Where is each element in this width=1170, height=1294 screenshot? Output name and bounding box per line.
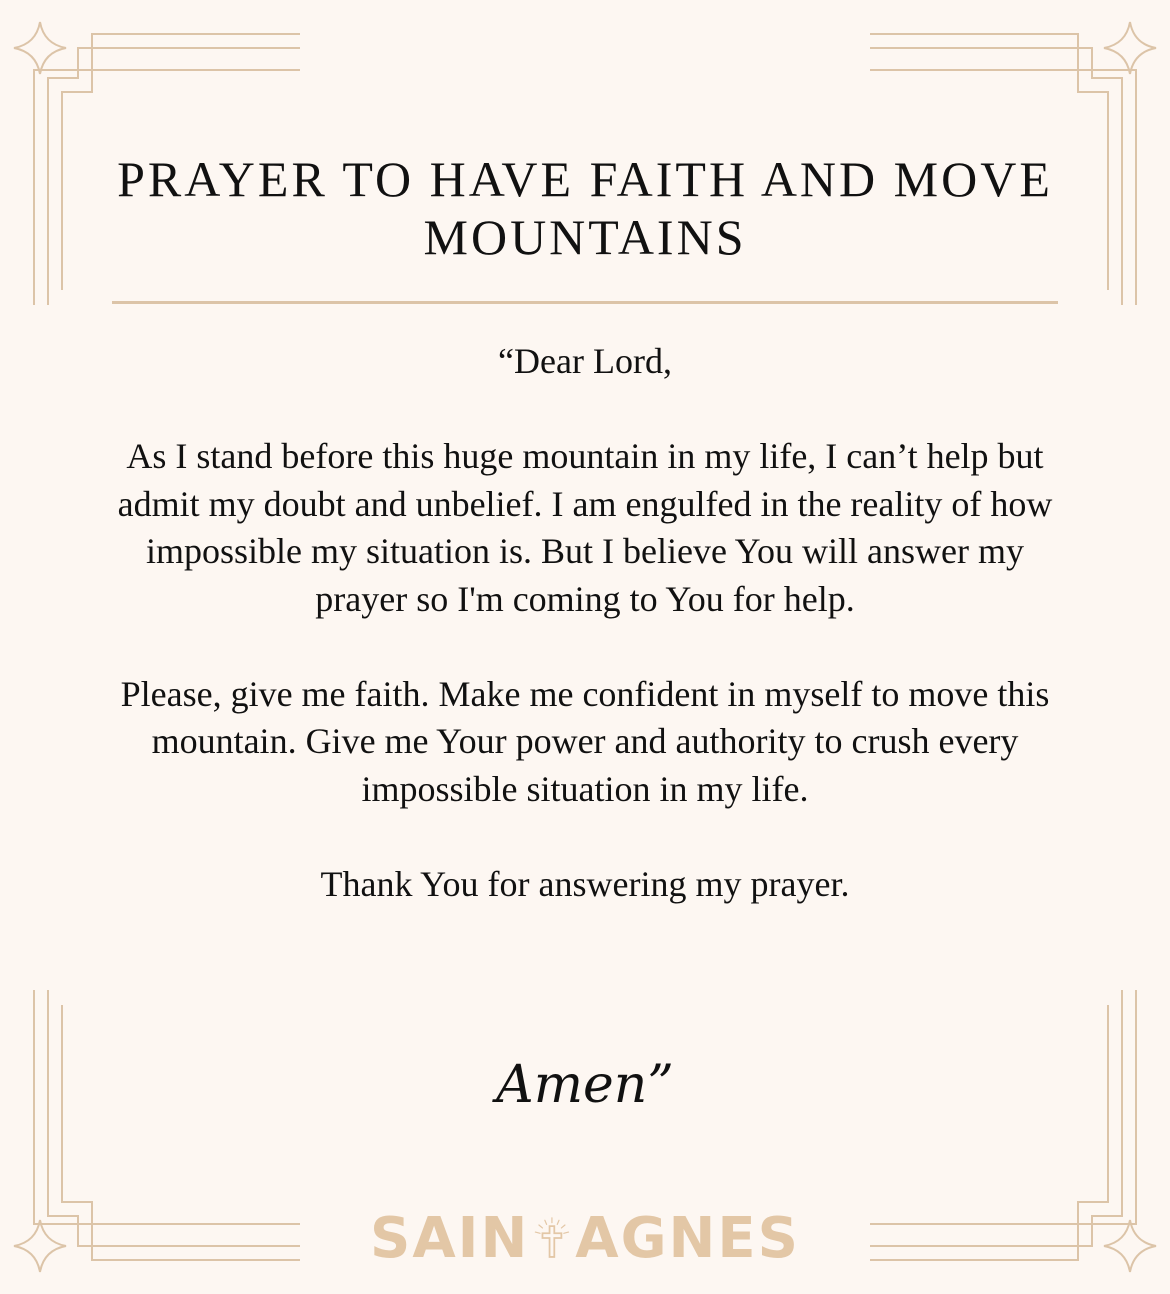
- logo-text-right: AGNES: [575, 1205, 800, 1271]
- star-ornament-icon: [1104, 22, 1156, 74]
- star-ornament-icon: [14, 22, 66, 74]
- star-ornament-icon: [14, 1220, 66, 1272]
- logo-text-left: SAIN: [370, 1205, 530, 1271]
- title-divider: [112, 301, 1058, 304]
- page-title: PRAYER TO HAVE FAITH AND MOVE MOUNTAINS: [117, 151, 1053, 265]
- prayer-paragraph: Thank You for answering my prayer.: [320, 863, 850, 904]
- prayer-body: [115, 338, 1055, 908]
- star-ornament-icon: [1104, 1220, 1156, 1272]
- prayer-closing: Amen”: [496, 1055, 674, 1115]
- prayer-paragraph: Please, give me faith. Make me confident in myself to move this mountain. Give me Your power and authority to crush every impossible situation in my life.: [120, 673, 1050, 809]
- cross-sunburst-icon: [533, 1202, 571, 1274]
- prayer-paragraph: “Dear Lord,: [498, 341, 672, 381]
- prayer-paragraph: As I stand before this huge mountain in my life, I can’t help but admit my doubt and unbelief. I am engulfed in the reality of how impossible my situation is. But I believe You will answer my prayer so I'm coming to You for help.: [117, 436, 1053, 619]
- brand-logo: [370, 1196, 800, 1280]
